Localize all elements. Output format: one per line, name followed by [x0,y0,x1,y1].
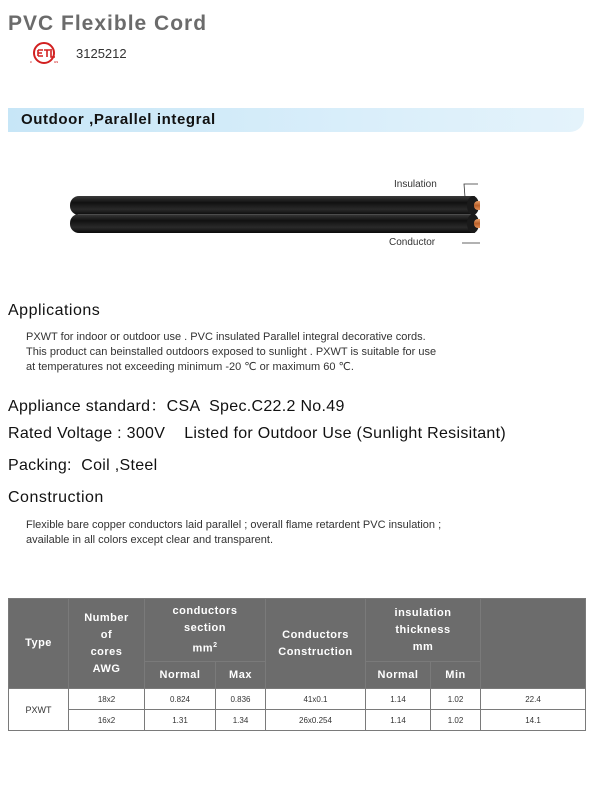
page-title: PVC Flexible Cord [8,12,208,35]
unit-text: mm [192,642,214,655]
construction-cell: 41x0.1 [266,689,366,710]
section-normal-header: Normal [145,662,216,689]
insulation-min-cell: 1.02 [431,689,481,710]
construction-text [26,518,441,548]
insulation-min-cell: 1.02 [431,710,481,731]
banner-title: Outdoor ,Parallel integral [21,111,216,128]
construction-heading: Construction [8,489,104,506]
upper-wire [70,196,480,215]
packing: Packing: Coil ,Steel [8,457,158,474]
applications-text [26,330,436,375]
section-max-cell: 0.836 [216,689,266,710]
type-header: Type [9,599,69,689]
table-header-row [9,599,586,662]
header-line: Number [84,611,129,624]
applications-line: at temperatures not exceeding minimum -20 ℃ or maximum 60 ℃. [26,361,354,373]
header-line: Construction [278,645,353,658]
lower-wire [70,214,480,233]
certification-number: 3125212 [76,46,127,61]
construction-cell: 26x0.254 [266,710,366,731]
section-max-header: Max [216,662,266,689]
construction-header [266,599,366,689]
header-line: thickness [395,623,451,636]
header-line [145,637,265,658]
section-banner [8,108,584,132]
insulation-header [366,599,481,662]
type-cell: PXWT [9,689,69,731]
last-cell: 14.1 [481,710,586,731]
appliance-standard: Appliance standard：CSA Spec.C22.2 No.49 [8,398,345,415]
rated-voltage: Rated Voltage : 300V Listed for Outdoor Use (Sunlight Resisitant) [8,425,506,442]
insulation-normal-header: Normal [366,662,431,689]
last-header [481,599,586,689]
header-line: conductors [172,604,238,617]
section-normal-cell: 1.31 [145,710,216,731]
applications-line: This product can beinstalled outdoors exposed to sunlight . PXWT is suitable for use [26,346,437,358]
header-line: AWG [92,662,121,675]
last-cell: 22.4 [481,689,586,710]
construction-line: Flexible bare copper conductors laid parallel ; overall flame retardent PVC insulation ; [26,519,442,531]
svg-text:c: c [30,59,32,64]
header-line: Conductors [282,628,349,641]
insulation-min-header: Min [431,662,481,689]
section-max-cell: 1.34 [216,710,266,731]
table-row [9,710,586,731]
spec-table [8,598,586,731]
header-line: cores [90,645,123,658]
awg-cell: 18x2 [69,689,145,710]
applications-line: PXWT for indoor or outdoor use . PVC insulated Parallel integral decorative cords. [26,331,426,343]
cores-header [69,599,145,689]
unit-superscript: 2 [213,641,218,649]
insulation-normal-cell: 1.14 [366,710,431,731]
header-line: insulation [394,606,452,619]
header-line: mm [412,640,434,653]
section-header [145,599,266,662]
table-row [9,689,586,710]
etl-listed-logo [30,41,58,65]
insulation-label: Insulation [394,179,437,190]
svg-text:us: us [54,59,58,64]
header-line: section [183,621,226,634]
section-normal-cell: 0.824 [145,689,216,710]
conductor-label: Conductor [389,237,436,248]
awg-cell: 16x2 [69,710,145,731]
header-line: of [100,628,113,641]
construction-line: available in all colors except clear and transparent. [26,534,274,546]
applications-heading: Applications [8,302,101,319]
insulation-normal-cell: 1.14 [366,689,431,710]
